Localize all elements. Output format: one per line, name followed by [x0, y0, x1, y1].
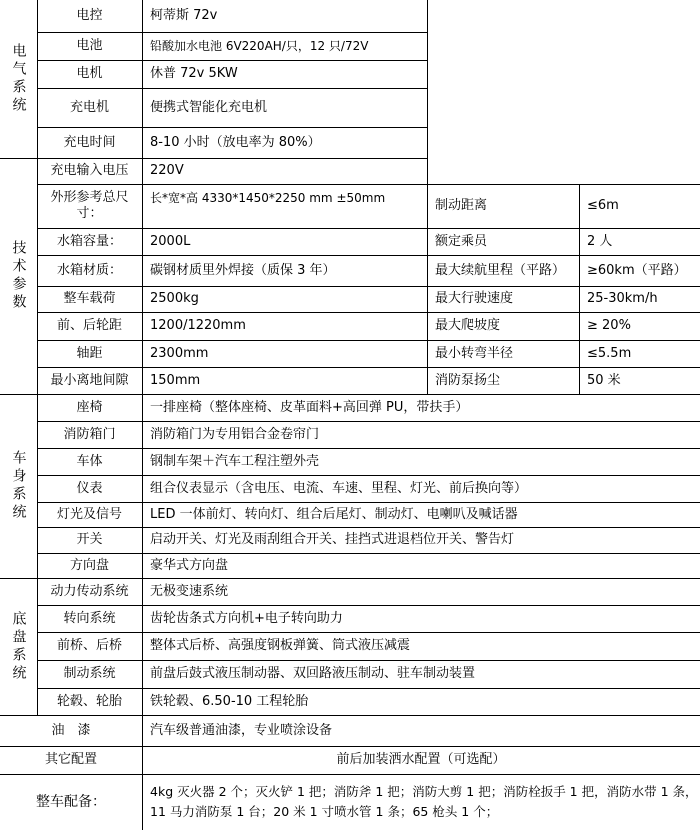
spec-label: 外形参考总尺寸：	[50, 190, 129, 221]
spec-label: 动力传动系统	[50, 583, 129, 599]
category-electrical: 电气系统	[10, 43, 27, 115]
spec-value-right: ≥ 20%	[587, 318, 631, 333]
grid-line	[0, 746, 700, 747]
grid-line	[37, 127, 427, 128]
spec-value: 钢制车架＋汽车工程注塑外壳	[150, 453, 320, 469]
spec-label: 电池	[76, 38, 103, 53]
grid-line	[37, 475, 700, 476]
spec-value: 豪华式方向盘	[150, 557, 229, 573]
paint-value: 汽车级普通油漆，专业喷涂设备	[150, 722, 333, 738]
grid-line	[427, 0, 428, 394]
grid-line	[0, 158, 427, 159]
spec-label: 充电机	[69, 99, 109, 115]
paint-label: 油 漆	[51, 722, 91, 738]
category-chassis: 底盘系统	[10, 610, 27, 683]
spec-value: 休普 72v 5KW	[150, 66, 238, 81]
grid-line	[37, 688, 700, 689]
spec-label-right: 最大续航里程（平路）	[435, 262, 566, 278]
spec-label: 水箱容量：	[56, 233, 122, 249]
spec-label: 制动系统	[63, 666, 116, 681]
spec-value: LED 一体前灯、转向灯、组合后尾灯、制动灯、电喇叭及喊话器	[150, 506, 518, 522]
spec-label-right: 最大爬坡度	[435, 318, 501, 333]
spec-label: 轴距	[76, 345, 103, 361]
category-technical: 技术参数	[10, 240, 27, 312]
accessories-value: 4kg 灭火器 2 个；灭火铲 1 把；消防斧 1 把；消防大剪 1 把；消防栓扳手 1 把，消防水带 1 条，11 马力消防泵 1 台；20 米 1 寸喷水管 1 条；65 枪头 1 个；	[150, 784, 698, 819]
spec-label: 整车载荷	[63, 291, 116, 306]
spec-label-right: 最大行驶速度	[435, 291, 514, 306]
spec-value: 无极变速系统	[150, 583, 229, 599]
spec-label: 最小离地间隙	[50, 372, 129, 388]
spec-label: 水箱材质：	[56, 262, 122, 278]
grid-line	[0, 774, 700, 775]
spec-value-right: 50 米	[587, 372, 621, 388]
spec-label: 转向系统	[63, 610, 116, 626]
grid-line	[37, 448, 700, 449]
spec-value: 长*宽*高 4330*1450*2250 mm ±50mm	[150, 191, 386, 205]
spec-value: 220V	[150, 163, 184, 178]
grid-line	[37, 632, 700, 633]
spec-value: 8-10 小时（放电率为 80%）	[150, 134, 321, 150]
spec-label: 消防箱门	[63, 426, 116, 442]
spec-label: 前桥、后桥	[56, 638, 122, 653]
spec-value: 柯蒂斯 72v	[150, 8, 218, 23]
spec-label: 车体	[76, 453, 103, 469]
grid-line	[37, 527, 700, 528]
grid-line	[37, 312, 700, 313]
grid-line	[0, 578, 700, 579]
spec-value-right: 2 人	[587, 233, 613, 249]
spec-value: 组合仪表显示（含电压、电流、车速、里程、灯光、前后换向等）	[150, 480, 528, 496]
grid-line	[0, 715, 700, 716]
spec-label: 电控	[76, 8, 103, 23]
grid-line	[37, 184, 700, 185]
other-config-label: 其它配置	[44, 752, 97, 767]
grid-line	[37, 502, 700, 503]
spec-label: 充电时间	[63, 134, 116, 150]
spec-value: 启动开关、灯光及雨刮组合开关、挂挡式进退档位开关、警告灯	[150, 532, 515, 547]
grid-line	[37, 421, 700, 422]
category-body: 车身系统	[10, 450, 27, 522]
grid-line	[37, 553, 700, 554]
grid-line	[37, 60, 427, 61]
spec-value: 碳钢材质里外焊接（质保 3 年）	[150, 262, 336, 278]
spec-label: 充电输入电压	[50, 163, 129, 178]
spec-value-right: ≤5.5m	[587, 345, 632, 361]
spec-value-right: ≤6m	[587, 198, 619, 213]
grid-line	[579, 184, 580, 394]
spec-value: 1200/1220mm	[150, 318, 246, 333]
grid-line	[0, 394, 700, 395]
spec-label: 轮毂、轮胎	[56, 693, 122, 709]
grid-line	[37, 0, 38, 715]
spec-value: 消防箱门为专用铝合金卷帘门	[150, 426, 320, 442]
spec-label-right: 消防泵扬尘	[435, 372, 501, 388]
spec-value-right: 25-30km/h	[587, 291, 658, 306]
grid-line	[37, 88, 427, 89]
grid-line	[37, 32, 427, 33]
spec-label: 仪表	[76, 480, 103, 496]
grid-line	[37, 228, 700, 229]
spec-label: 电机	[76, 66, 103, 81]
grid-line	[142, 0, 143, 830]
spec-label: 灯光及信号	[56, 506, 122, 522]
spec-value: 前盘后鼓式液压制动器、双回路液压制动、驻车制动装置	[150, 666, 476, 681]
spec-value: 2000L	[150, 233, 191, 249]
spec-value: 2300mm	[150, 345, 209, 361]
spec-value: 整体式后桥、高强度钢板弹簧、筒式液压减震	[150, 638, 411, 653]
grid-line	[37, 660, 700, 661]
spec-value: 2500kg	[150, 291, 199, 306]
spec-value: 便携式智能化充电机	[150, 99, 268, 115]
grid-line	[37, 367, 700, 368]
spec-value: 150mm	[150, 372, 201, 388]
spec-value: 一排座椅（整体座椅、皮革面料+高回弹 PU，带扶手）	[150, 399, 469, 415]
grid-line	[37, 605, 700, 606]
grid-line	[37, 286, 700, 287]
spec-label: 开关	[76, 532, 103, 547]
spec-label: 前、后轮距	[56, 318, 122, 333]
spec-value: 铁轮毂、6.50-10 工程轮胎	[150, 693, 309, 709]
spec-label-right: 最小转弯半径	[435, 345, 514, 361]
spec-value: 齿轮齿条式方向机+电子转向助力	[150, 610, 343, 626]
grid-line	[37, 340, 700, 341]
spec-label: 方向盘	[69, 557, 109, 573]
spec-label: 座椅	[76, 399, 103, 415]
spec-value-right: ≥60km（平路）	[587, 262, 687, 278]
spec-value: 铅酸加水电池 6V220AH/只，12 只/72V	[150, 39, 369, 53]
accessories-label: 整车配备：	[36, 794, 106, 810]
grid-line	[37, 255, 700, 256]
other-config-value: 前后加装洒水配置（可选配）	[336, 752, 506, 767]
spec-label-right: 额定乘员	[435, 233, 488, 249]
spec-label-right: 制动距离	[435, 198, 488, 213]
